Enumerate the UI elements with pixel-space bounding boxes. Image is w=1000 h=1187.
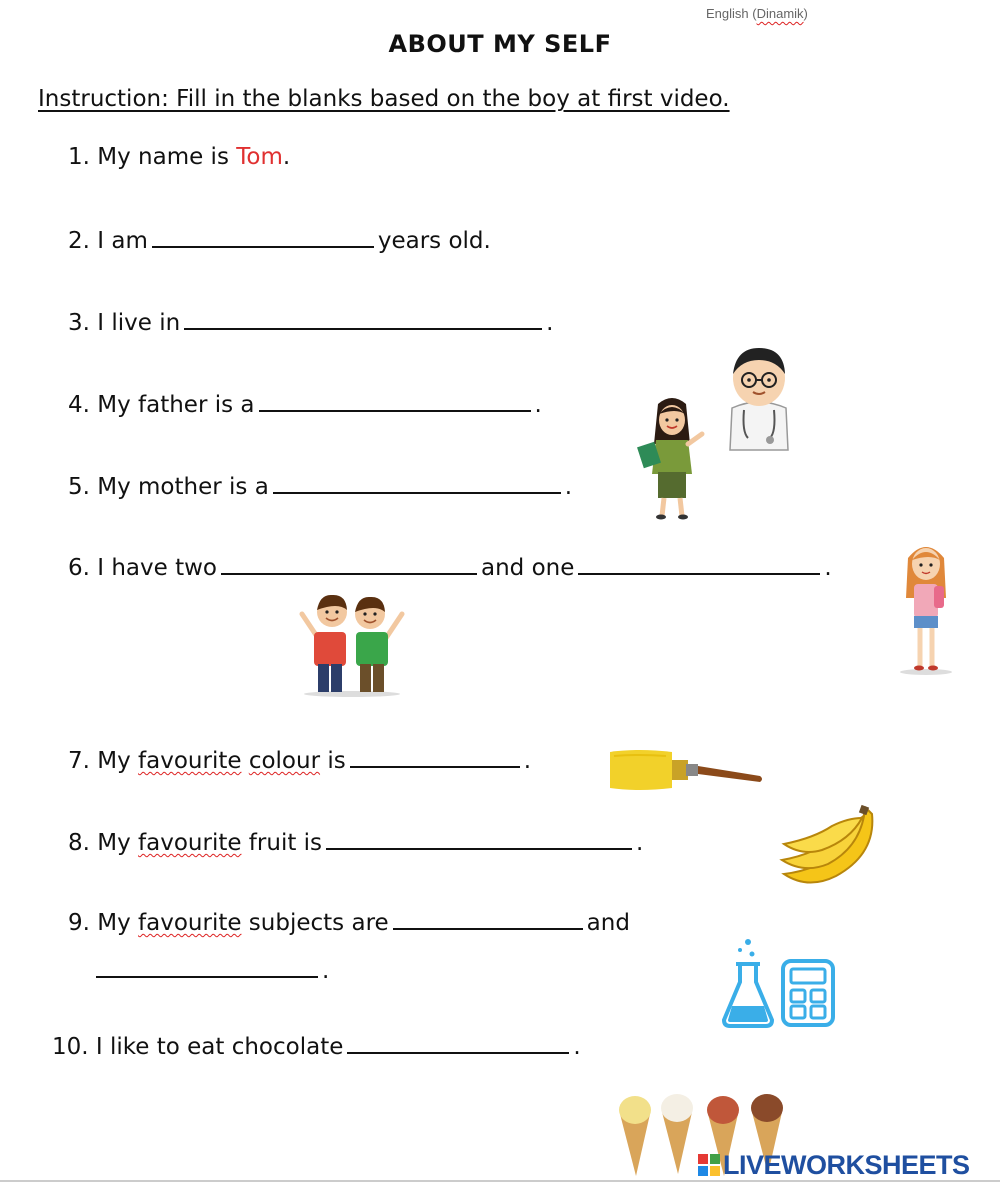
- q10-period: .: [573, 1034, 581, 1060]
- q8-text: 8. My: [68, 830, 139, 856]
- q3-text: 3. I live in: [68, 310, 181, 336]
- q7-period: .: [523, 748, 532, 774]
- q1-text: 1. My name is: [68, 144, 237, 170]
- liveworksheets-logo-text: LIVEWORKSHEETS: [723, 1150, 970, 1180]
- q9-period: .: [322, 958, 330, 984]
- q1-period: .: [282, 144, 291, 170]
- question-5: [68, 470, 572, 502]
- q10-blank[interactable]: [347, 1030, 569, 1054]
- question-6: [68, 551, 832, 583]
- q6-middle: and one: [481, 555, 575, 581]
- teacher-icon: [636, 394, 708, 520]
- subject-word: Dinamik: [756, 6, 804, 21]
- q9-and: and: [586, 910, 630, 936]
- q3-period: .: [546, 310, 554, 336]
- q7-text: 7. My: [68, 748, 139, 774]
- q7-space: [242, 748, 249, 774]
- q6-text: 6. I have two: [68, 555, 217, 581]
- question-3: [68, 306, 553, 338]
- page-bottom-divider: [0, 1180, 1000, 1182]
- doctor-icon: [724, 346, 794, 452]
- subject-close: ): [803, 6, 808, 21]
- question-10: [52, 1030, 581, 1062]
- question-9-line-2: [96, 954, 329, 986]
- q9-word-favourite: favourite: [138, 910, 242, 936]
- q6-period: .: [824, 555, 832, 581]
- yellow-paintbrush-icon: [608, 746, 764, 794]
- q6-blank-1[interactable]: [221, 551, 477, 575]
- q7-is: is: [320, 748, 346, 774]
- q3-blank[interactable]: [184, 306, 542, 330]
- subject-label: [706, 6, 808, 21]
- q8-word-favourite: favourite: [138, 830, 242, 856]
- q7-blank[interactable]: [350, 744, 520, 768]
- q1-answer: Tom: [236, 144, 283, 170]
- q5-blank[interactable]: [273, 470, 561, 494]
- q9-text: 9. My: [68, 910, 139, 936]
- page-title: ABOUT MY SELF: [388, 30, 612, 58]
- question-7: [68, 744, 531, 776]
- question-2: [68, 224, 491, 256]
- liveworksheets-logo-mark-icon: [698, 1154, 720, 1176]
- q2-text: 2. I am: [68, 228, 148, 254]
- q4-text: 4. My father is a: [68, 392, 255, 418]
- two-boys-icon: [298, 590, 406, 698]
- q9-blank-1[interactable]: [393, 906, 583, 930]
- question-1: [68, 142, 290, 172]
- subject-text: English (: [706, 6, 757, 21]
- girl-icon: [894, 540, 958, 676]
- banana-icon: [778, 804, 874, 888]
- q4-period: .: [534, 392, 542, 418]
- question-4: [68, 388, 542, 420]
- q8-blank[interactable]: [326, 826, 632, 850]
- q2-blank[interactable]: [152, 224, 374, 248]
- q7-word-colour: colour: [248, 748, 321, 774]
- science-flask-icon: [722, 936, 774, 1028]
- q8-fruit: fruit is: [241, 830, 323, 856]
- q5-text: 5. My mother is a: [68, 474, 269, 500]
- q4-blank[interactable]: [259, 388, 531, 412]
- q8-period: .: [636, 830, 644, 856]
- q9-subjects: subjects are: [241, 910, 389, 936]
- question-9: [68, 906, 630, 938]
- q6-blank-2[interactable]: [578, 551, 820, 575]
- q2-suffix: years old.: [377, 228, 491, 254]
- question-8: [68, 826, 643, 858]
- q7-word-favourite: favourite: [138, 748, 242, 774]
- liveworksheets-logo[interactable]: [698, 1150, 970, 1181]
- instruction: Instruction: Fill in the blanks based on the boy at first video.: [38, 86, 730, 112]
- q5-period: .: [564, 474, 573, 500]
- calculator-icon: [780, 958, 836, 1028]
- q9-blank-2[interactable]: [96, 954, 318, 978]
- q10-text: 10. I like to eat chocolate: [52, 1034, 344, 1060]
